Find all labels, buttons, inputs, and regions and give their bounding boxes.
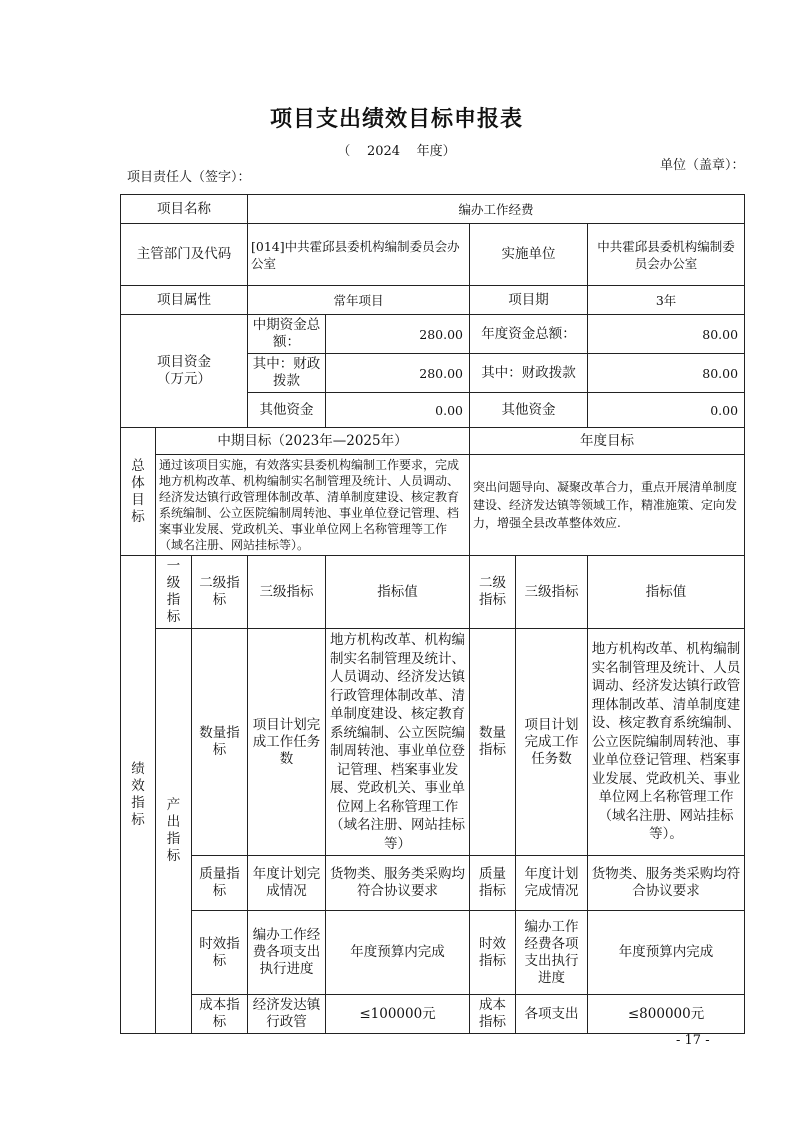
level2-header-right: 二级指标 [470,556,516,629]
quality-indicator-label: 质量指标 [192,856,248,911]
mid-total-value: 280.00 [326,315,470,354]
level3-header: 三级指标 [248,556,326,629]
implementing-unit-label: 实施单位 [470,224,588,286]
timeliness-indicator-label: 时效指标 [192,911,248,995]
quantity-value: 地方机构改革、机构编制实名制管理及统计、人员调动、经济发达镇行政管理体制改革、清单制度建设、核定教育系统编制、公立医院编制周转池、事业单位登记管理、档案事业发展、党政机关、事业单位网上名称管理工作（域名注册、网站挂标等） [326,629,470,856]
quantity-level3: 项目计划完成工作任务数 [248,629,326,856]
annual-goal-text: 突出问题导向、凝聚改革合力，重点开展清单制度建设、经济发达镇等领域工作，精准施策、定向发力，增强全县改革整体效应. [470,455,745,556]
row-funds-total [121,315,745,354]
row-project-name [121,195,745,224]
output-indicators-label: 产出指标 [156,629,192,1034]
project-attribute-label: 项目属性 [121,286,248,315]
department-label: 主管部门及代码 [121,224,248,286]
year-total-value: 80.00 [588,315,745,354]
cost-indicator-label-right: 成本指标 [470,995,516,1034]
project-attribute-value: 常年项目 [248,286,470,315]
year-fiscal-label: 其中：财政拨款 [470,354,588,393]
year-total-label: 年度资金总额： [470,315,588,354]
project-name-value: 编办工作经费 [248,195,745,224]
row-attribute [121,286,745,315]
mid-term-goal-text: 通过该项目实施，有效落实县委机构编制工作要求，完成地方机构改革、机构编制实名制管理及统计、人员调动、经济发达镇行政管理体制改革、清单制度建设、核定教育系统编制、公立医院编制周转池、事业单位登记管理、档案事业发展、党政机关、事业单位网上名称管理等工作（域名注册、网站挂标等）。 [156,455,470,556]
indicator-row-quality [121,856,745,911]
timeliness-level3-right: 编办工作经费各项支出执行进度 [516,911,588,995]
year-suffix: 年度） [416,144,456,159]
quantity-indicator-label-right: 数量指标 [470,629,516,856]
year-other-label: 其他资金 [470,393,588,428]
value-header: 指标值 [326,556,470,629]
project-funds-label: 项目资金（万元） [121,315,248,428]
cost-value-right: ≤800000元 [588,995,745,1034]
page-number: - 17 - [676,1033,710,1048]
mid-total-label: 中期资金总额： [248,315,326,354]
row-department [121,224,745,286]
year-fiscal-value: 80.00 [588,354,745,393]
unit-seal-label: 单位（盖章）： [660,158,745,173]
quality-level3-right: 年度计划完成情况 [516,856,588,911]
mid-term-goal-header: 中期目标（2023年—2025年） [156,428,470,455]
mid-other-value: 0.00 [326,393,470,428]
quality-level3: 年度计划完成情况 [248,856,326,911]
quality-indicator-label-right: 质量指标 [470,856,516,911]
overall-goals-label: 总体目标 [121,428,156,556]
project-period-value: 3年 [588,286,745,315]
project-period-label: 项目期 [470,286,588,315]
quantity-level3-right: 项目计划完成工作任务数 [516,629,588,856]
year-other-value: 0.00 [588,393,745,428]
cost-level3: 经济发达镇行政管 [248,995,326,1034]
row-goals-header [121,428,745,455]
performance-table [120,194,745,1034]
timeliness-value: 年度预算内完成 [326,911,470,995]
project-name-label: 项目名称 [121,195,248,224]
mid-other-label: 其他资金 [248,393,326,428]
row-indicator-header [121,556,745,629]
cost-level3-right: 各项支出 [516,995,588,1034]
responsible-person-label: 项目责任人（签字）： [127,170,251,185]
quality-value-right: 货物类、服务类采购均符合协议要求 [588,856,745,911]
page-title: 项目支出绩效目标申报表 [269,106,523,132]
value-header-right: 指标值 [588,556,745,629]
year-prefix: （ [337,144,351,159]
cost-indicator-label: 成本指标 [192,995,248,1034]
row-goals-text [121,455,745,556]
indicator-row-cost [121,995,745,1034]
timeliness-indicator-label-right: 时效指标 [470,911,516,995]
quantity-indicator-label: 数量指标 [192,629,248,856]
annual-goal-header: 年度目标 [470,428,745,455]
mid-fiscal-label: 其中：财政拨款 [248,354,326,393]
implementing-unit-value: 中共霍邱县委机构编制委员会办公室 [588,224,745,286]
year-value: 2024 [366,144,401,159]
timeliness-level3: 编办工作经费各项支出执行进度 [248,911,326,995]
indicator-row-timeliness [121,911,745,995]
indicator-row-quantity [121,629,745,856]
timeliness-value-right: 年度预算内完成 [588,911,745,995]
quantity-value-right: 地方机构改革、机构编制实名制管理及统计、人员调动、经济发达镇行政管理体制改革、清单制度建设、核定教育系统编制、公立医院编制周转池、事业单位登记管理、档案事业发展、党政机关、事业单位网上名称管理工作（域名注册、网站挂标等）。 [588,629,745,856]
performance-indicators-label: 绩效指标 [121,556,156,1034]
level2-header: 二级指标 [192,556,248,629]
cost-value: ≤100000元 [326,995,470,1034]
mid-fiscal-value: 280.00 [326,354,470,393]
level3-header-right: 三级指标 [516,556,588,629]
quality-value: 货物类、服务类采购均符合协议要求 [326,856,470,911]
level1-header: 一级指标 [156,556,192,629]
department-value: [014]中共霍邱县委机构编制委员会办公室 [248,224,470,286]
